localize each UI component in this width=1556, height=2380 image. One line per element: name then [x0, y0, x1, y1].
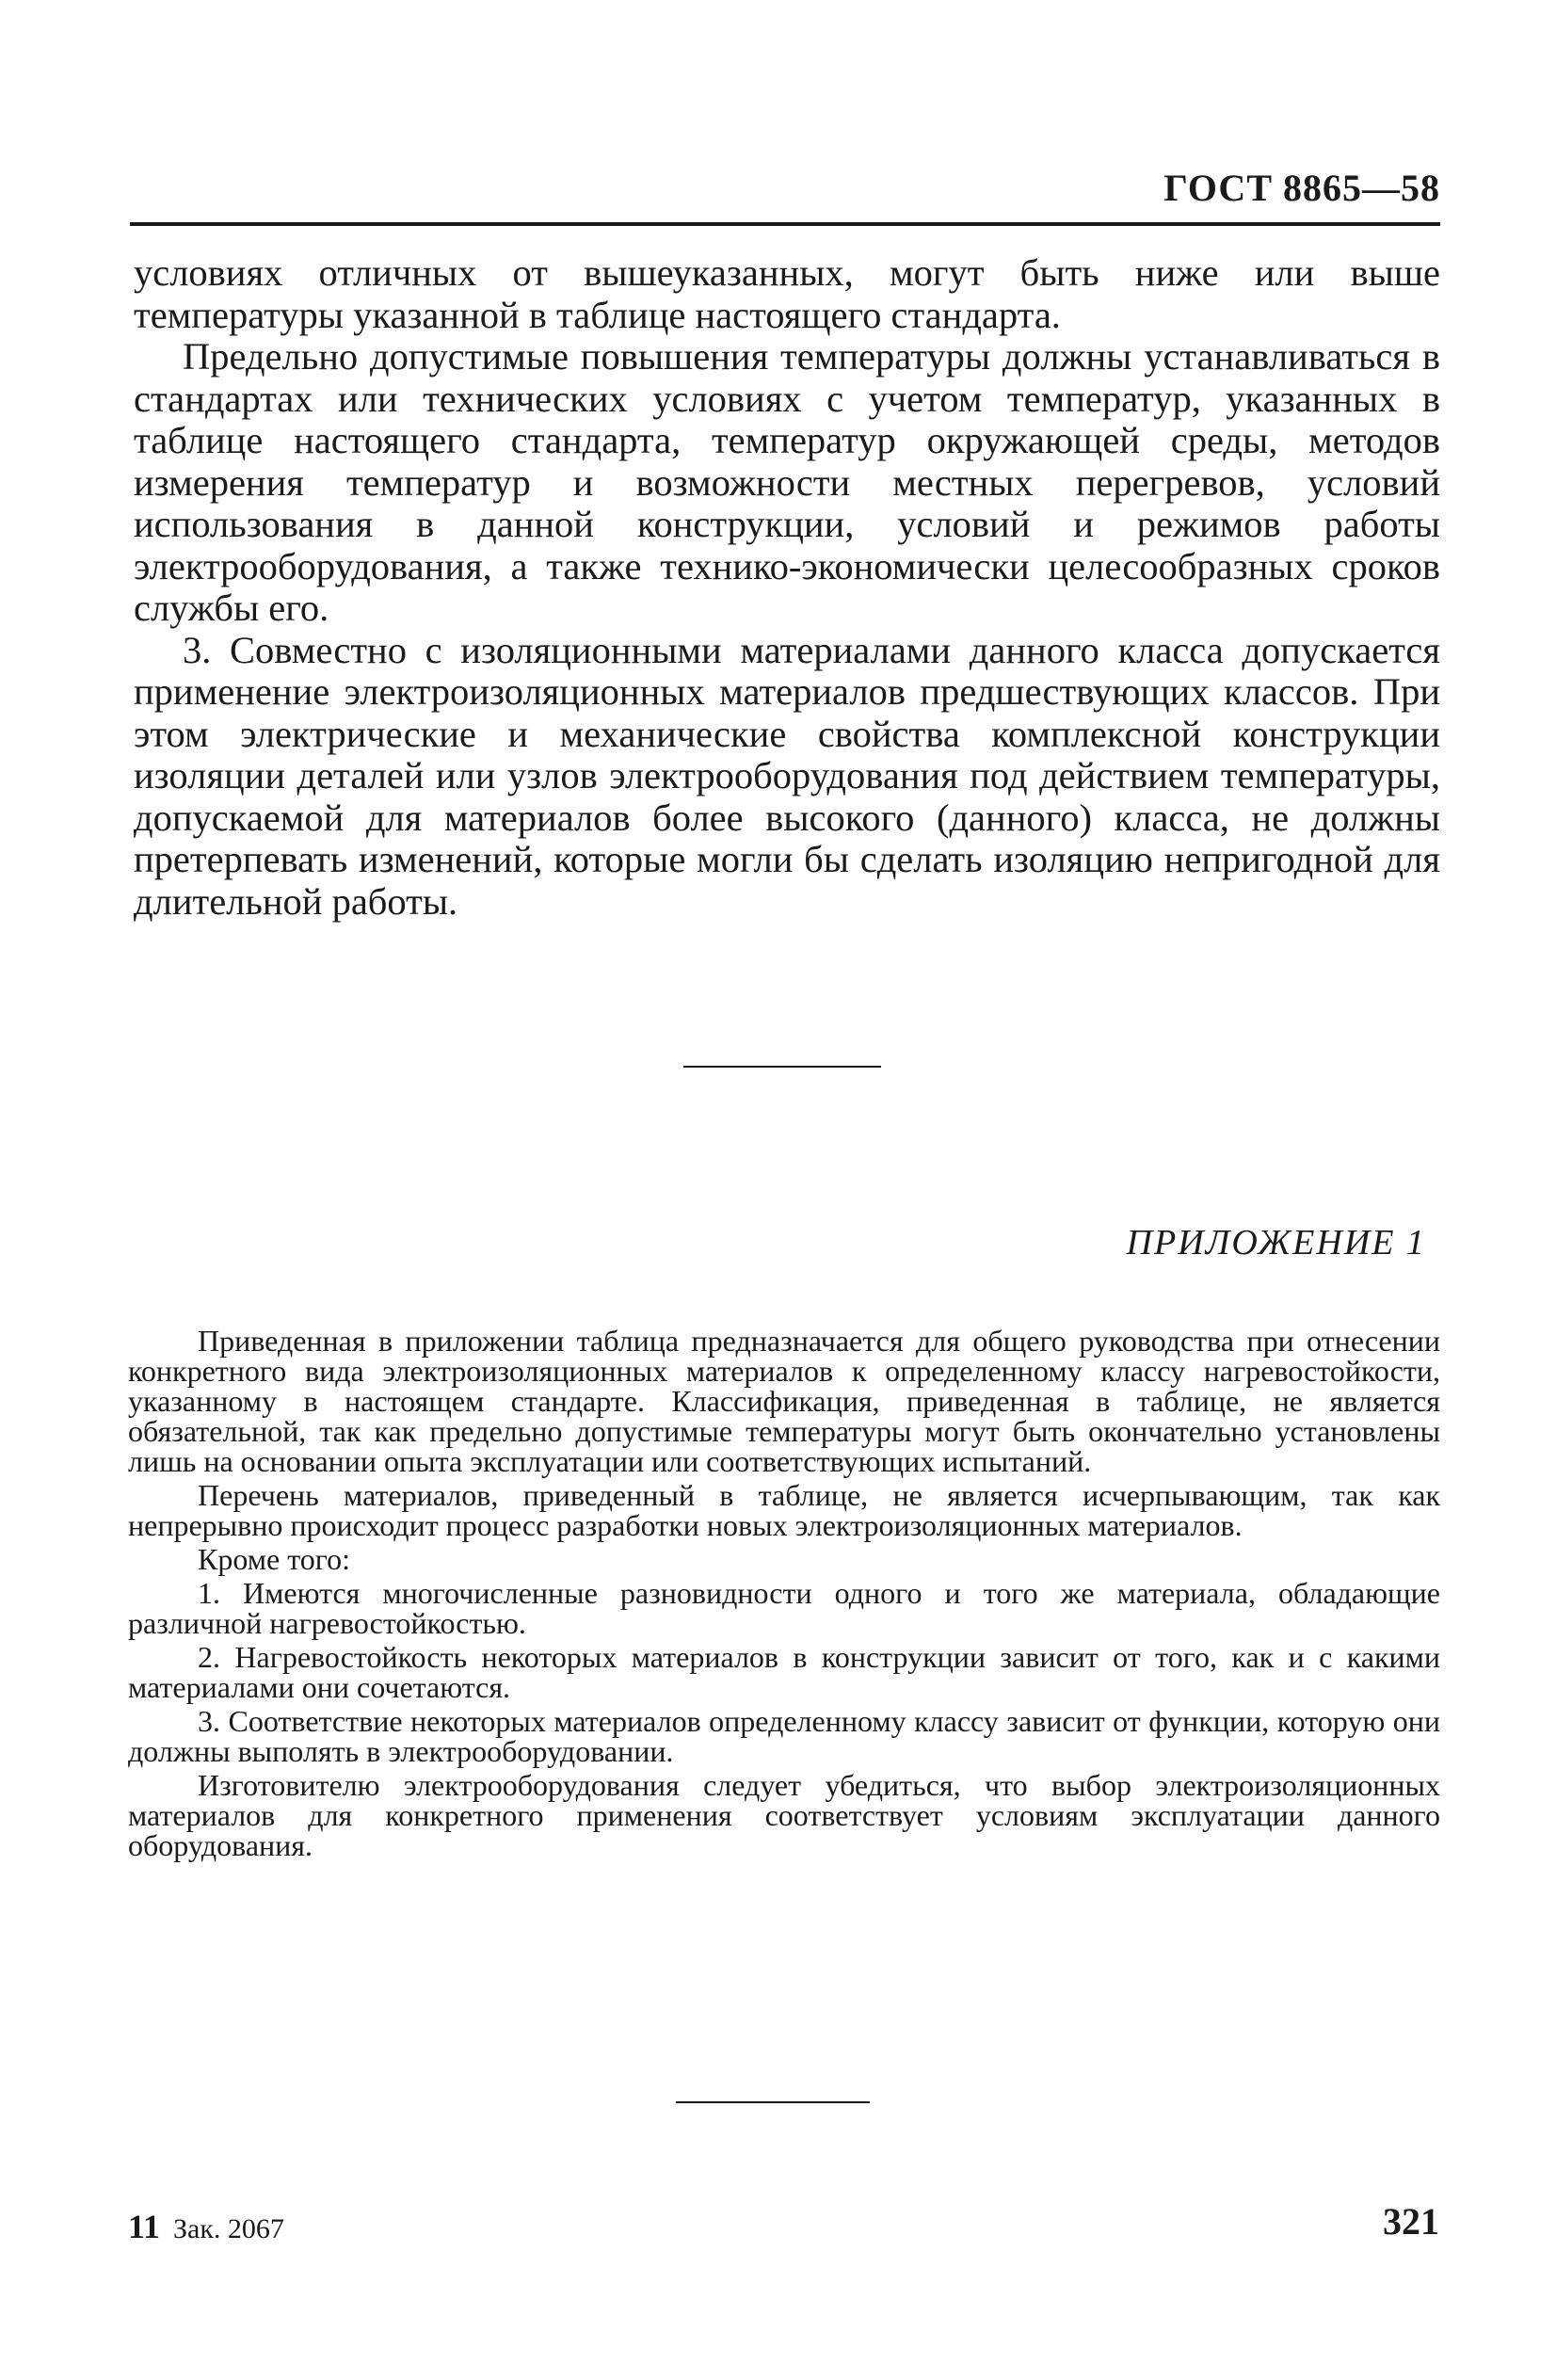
page-number: 321 — [1383, 2200, 1439, 2243]
appendix-text-block — [128, 1326, 1440, 1864]
main-text-block — [134, 252, 1440, 923]
sheet-number: 11 — [128, 2208, 161, 2245]
end-divider — [676, 2101, 870, 2103]
order-number: Зак. 2067 — [173, 2213, 284, 2244]
appendix-list-item-2: 2. Нагревостойкость некоторых материалов в конструкции зависит от того, как и с какими материалами они сочетаются. — [128, 1640, 1440, 1704]
appendix-list-item-3: 3. Соответствие некоторых материалов определенному классу зависит от функции, которую они должны выполять в электрооборудовании. — [128, 1704, 1440, 1768]
appendix-paragraph-2: Перечень материалов, приведенный в таблице, не является исчерпывающим, так как непрерывно происходит процесс разработки новых электроизоляционных материалов. — [128, 1478, 1440, 1542]
header-rule — [130, 222, 1440, 226]
main-paragraph-2: Предельно допустимые повышения температуры должны устанавливаться в стандартах или технических условиях с учетом температур, указанных в таблице настоящего стандарта, температур окружающей среды, методов измерения температур и возможности местных перегревов, условий использования в данной конструкции, условий и режимов работы электрооборудования, а также технико-экономически целесообразных сроков службы его. — [134, 335, 1440, 629]
section-divider — [683, 1066, 881, 1068]
main-paragraph-1: условиях отличных от вышеуказанных, могут быть ниже или выше температуры указанной в таблице настоящего стандарта. — [134, 251, 1440, 336]
appendix-title: ПРИЛОЖЕНИЕ 1 — [1126, 1223, 1426, 1262]
page-header — [130, 166, 1440, 226]
appendix-paragraph-1: Приведенная в приложении таблица предназначается для общего руководства при отнесении конкретного вида электроизоляционных материалов к определенному классу нагревостойкости, указанному в настоящем стандарте. Классификация, приведенная в таблице, не является обязательной, так как предельно допустимые температуры могут быть окончательно установлены лишь на основании опыта эксплуатации или соответствующих испытаний. — [128, 1324, 1440, 1478]
main-paragraph-3: 3. Совместно с изоляционными материалами данного класса допускается применение электроизоляционных материалов предшествующих классов. При этом электрические и механические свойства комплексной конструкции изоляции деталей или узлов электрооборудования под действием температуры, допускаемой для материалов более высокого (данного) класса, не должны претерпевать изменений, которые могли бы сделать изоляцию непригодной для длительной работы. — [134, 628, 1440, 923]
standard-code: ГОСТ 8865—58 — [1163, 167, 1440, 209]
appendix-list-item-1: 1. Имеются многочисленные разновидности одного и того же материала, обладающие различной нагревостойкостью. — [128, 1576, 1440, 1640]
appendix-paragraph-3: Кроме того: — [198, 1542, 350, 1576]
appendix-paragraph-final: Изготовителю электрооборудования следует убедиться, что выбор электроизоляционных материалов для конкретного применения соответствует условиям эксплуатации данного оборудования. — [128, 1768, 1440, 1862]
footer-print-info — [128, 2207, 284, 2246]
